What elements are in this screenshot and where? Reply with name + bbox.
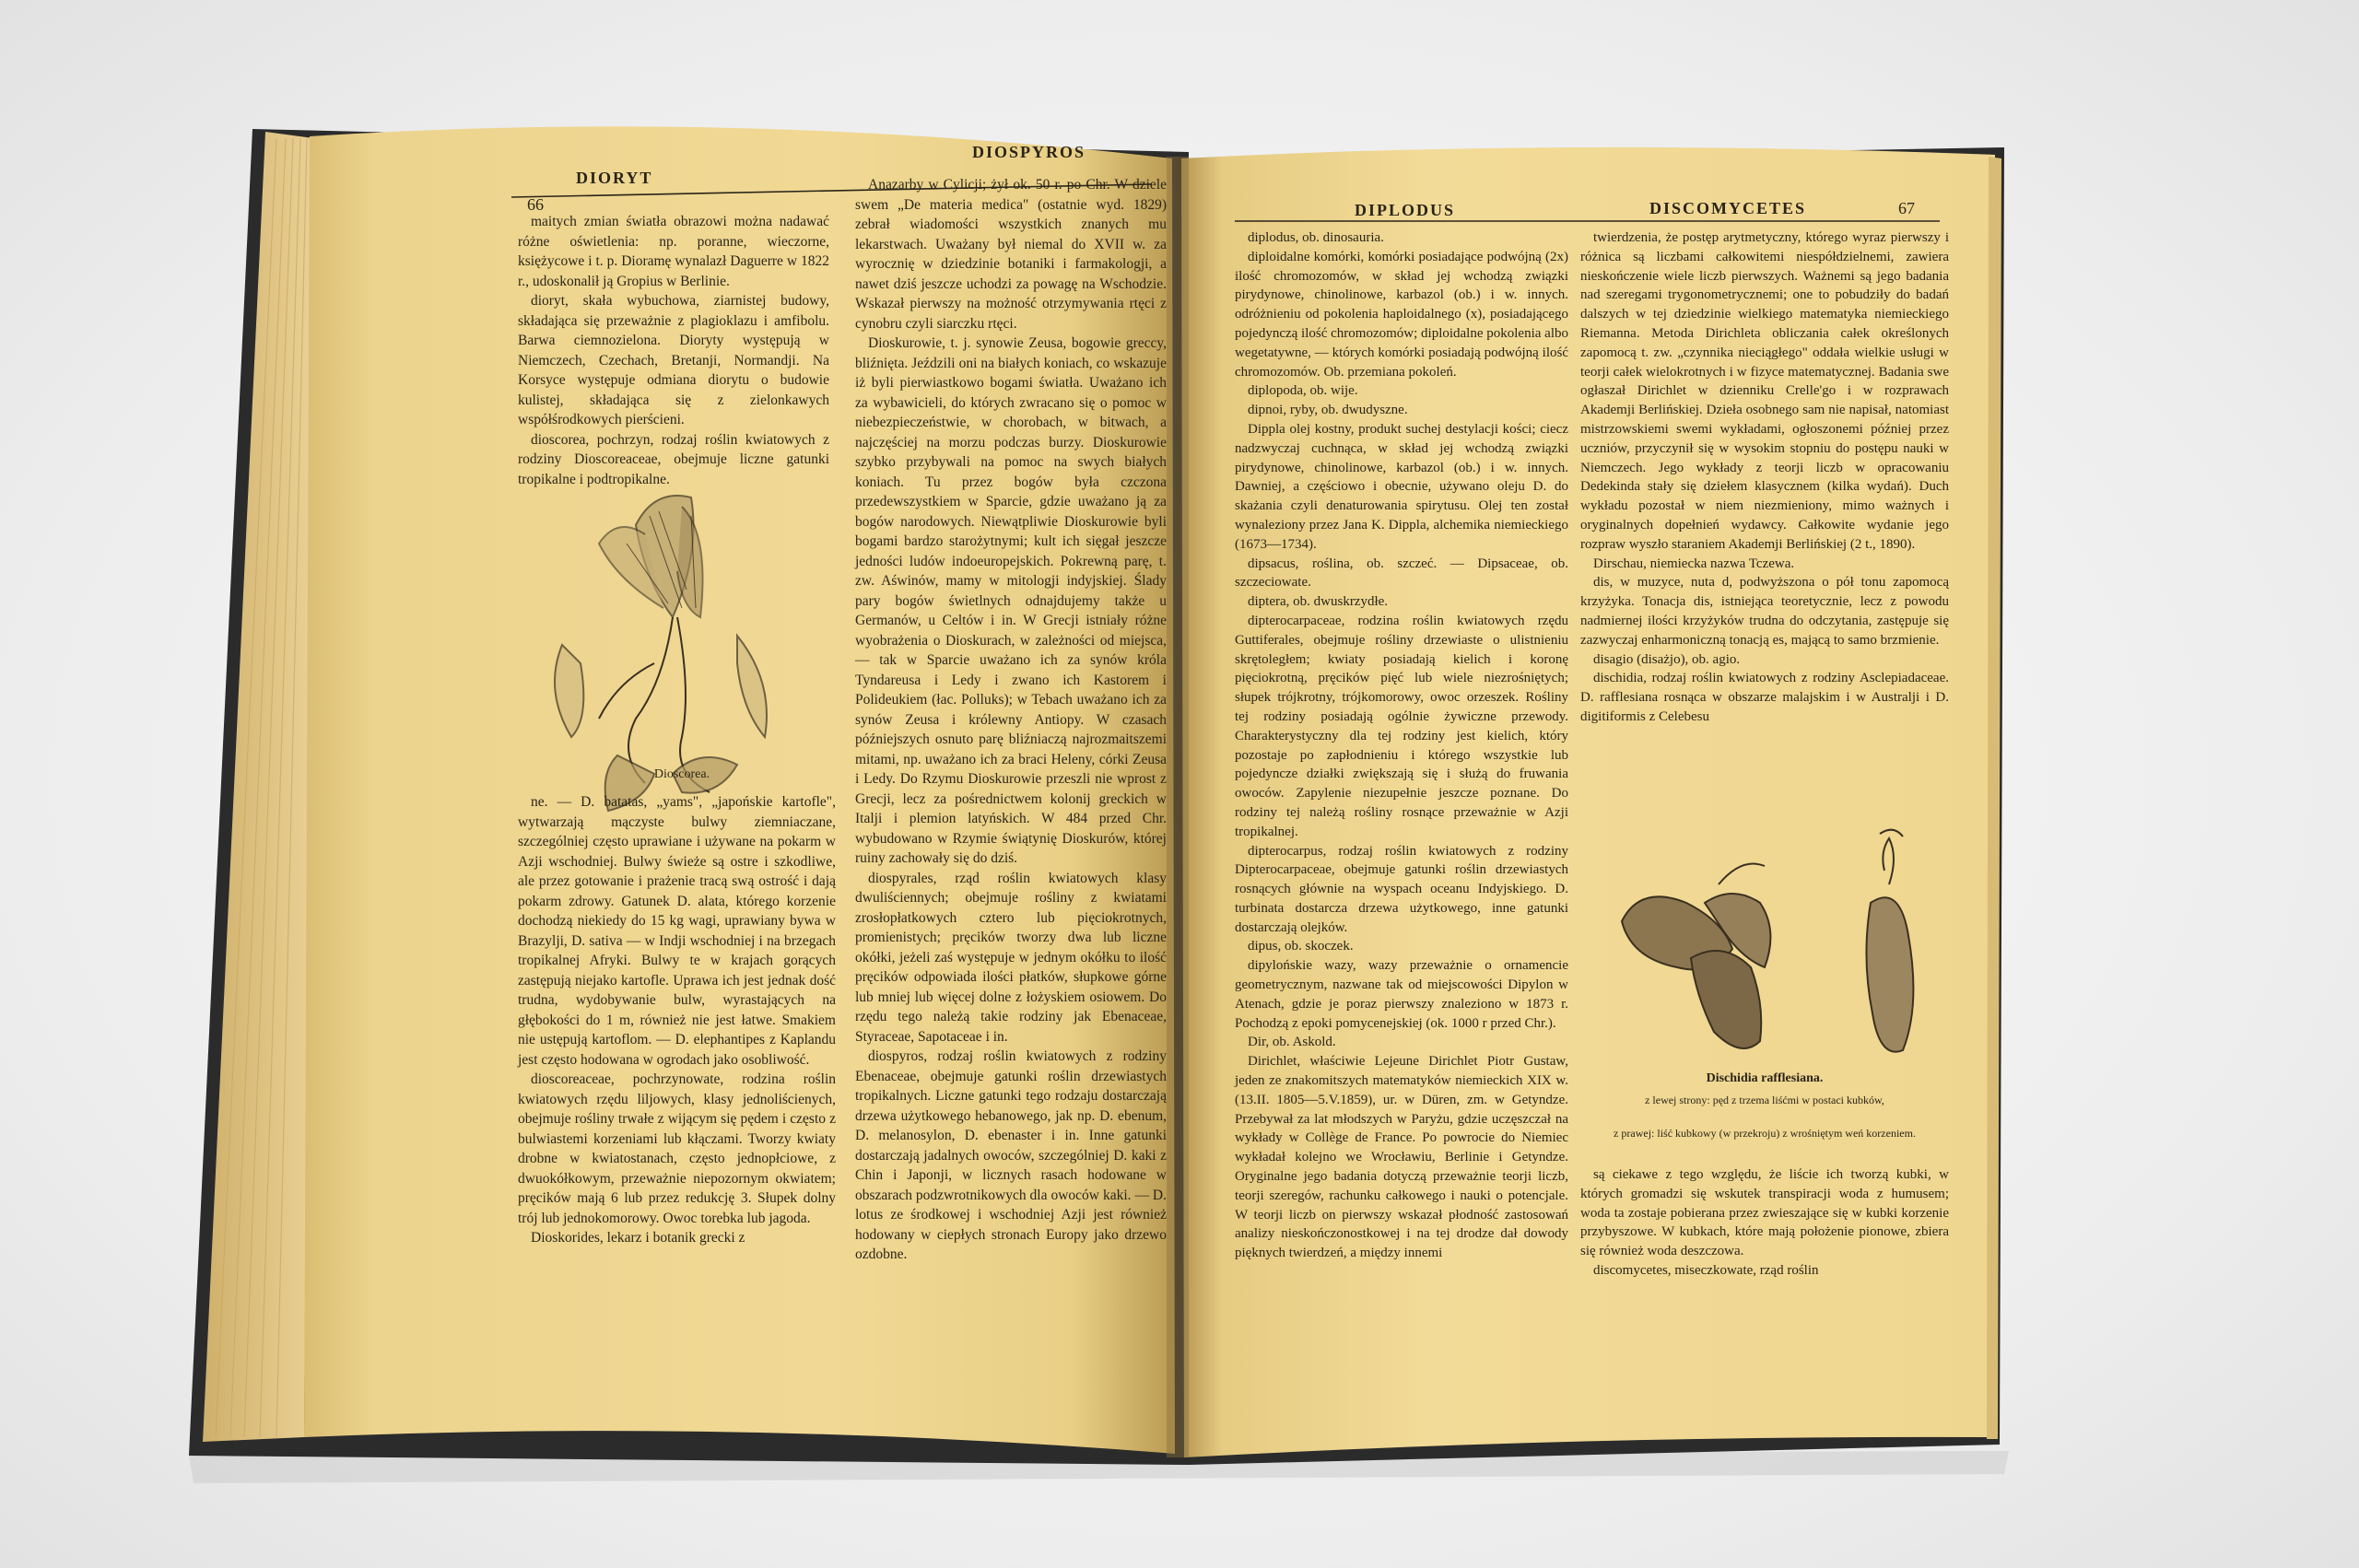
left-header-left: DIORYT (576, 169, 653, 187)
right-col1 (1235, 228, 1568, 1311)
dischidia-caption-right: z prawej: liść kubkowy (w przekroju) z wrośniętym weń korzeniem. (1614, 1127, 1916, 1140)
paragraph: są ciekawe z tego względu, że liście ich tworzą kubki, w których gromadzi się wskutek transpiracji woda z humusem; woda ta zostaje pobierana przez zwieszające się w kubki korzenie przybyszowe. W kubkach, które mają położenie pionowe, zbiera się również woda deszczowa. (1580, 1167, 1949, 1259)
dischidia-caption-left: z lewej strony: pęd z trzema liśćmi w postaci kubków, (1645, 1094, 1884, 1106)
paragraph: Dirichlet, właściwie Lejeune Dirichlet Piotr Gustaw, jeden ze znakomitszych matematyków niemieckich XIX w. (13.II. 1805—5.V.1859), ur. w Düren, zm. w Getyndze. Przebywał za lat młodszych w Paryżu, gdzie uczęszczał na wykłady w Collège de France. Po powrocie do Niemiec wykładał kolejno we Wrocławiu, Berlinie i Getyndze. Oryginalne jego badania dotyczą przeważnie teorji liczb, teorji szeregów, rachunku całkowego i nauki o potencjale. W teorji liczb on pierwszy wskazał płodność zastosowań analizy nieskończonostkowej i na tej drodze dał dowody pięknych twierdzeń, a między innemi (1235, 1054, 1568, 1261)
paragraph: Anazarby w Cylicji; żył ok. 50 r. po Chr. W dziele swem „De materia medica" (ostatnie wyd. 1829) zebrał wiadomości wszystkich znanych mu lekarstwach. Uważany był niemal do XVII w. za wyrocznię w dziedzinie botaniki i farmakologji, a nawet dziś jeszcze uchodzi za powagę na Wschodzie. Wskazał pierwszy na możność otrzymywania rtęci z cynobru czyli siarczku rtęci. (855, 177, 1167, 332)
paragraph: dipus, ob. skoczek. (1248, 939, 1354, 954)
right-header-right: DISCOMYCETES (1649, 199, 1807, 217)
left-col2 (855, 175, 1167, 1299)
dischidia-title: Dischidia rafflesiana. (1706, 1071, 1824, 1085)
left-header-right: DIOSPYROS (972, 143, 1086, 161)
paragraph: Dioskorides, lekarz i botanik grecki z (531, 1230, 745, 1246)
paragraph: dipsacus, roślina, ob. szczeć. — Dipsaceae, ob. szczeciowate. (1235, 556, 1568, 591)
paragraph: Dioskurowie, t. j. synowie Zeusa, bogowie greccy, bliźnięta. Jeździli oni na białych koniach, co wskazuje iż byli pierwiastkowo bogami światła. Uważano ich za wybawicieli, do których zwracano się o pomoc w niebezpieczeństwie, w chorobach, w bitwach, a najczęściej na morzu podczas burzy. Dioskurowie szybko przybywali na pomoc na swych białych koniach. Tu przez bogów była czczona przedewszystkiem w Sparcie, gdzie uważano ją za bogów narodowych. Niewątpliwie Dioskurowie byli bogami bardzo starożytnymi; kult ich sięgał jeszcze jedności ludów indoeuropejskich. Pokrewną parę, t. zw. Aświnów, mamy w mitologji indyjskiej. Ślady pary bogów świetlnych odnajdujemy także u Germanów, u Celtów i in. W Grecji istniały różne wyobrażenia o Dioskurach, w zależności od miejsca, — tak w Sparcie uważano ich za synów króla Tyndareusa i Ledy i zwano ich Kastorem i Polideukiem (łac. Polluks); w Tebach uważano ich za synów Zeusa i królewny Antiopy. W czasach późniejszych osnuto parę bliźniaczą najrozmaitszemi mitami, np. uważano ich za braci Heleny, córki Zeusa i Ledy. Do Rzymu Dioskurowie przeszli nie wprost z Grecji, lecz za pośrednictwem kolonij greckich w Italji i plemion latyńskich. W 484 przed Chr. wybudowano w Rzymie świątynię Dioskurów, której ruiny zachowały się do dziś. (855, 335, 1167, 866)
paragraph: dipterocarpaceae, rodzina roślin kwiatowych rzędu Guttiferales, obejmuje rośliny drzewiaste o ulistnieniu skrętoległem; kwiaty posiadają kielich i koronę pięciokrotną, pręcików pięć lub wiele niezrośniętych; słupek trójkrotny, trójkomorowy, owoc orzeszek. Rośliny tej rodziny posiadają ogólnie żywiczne przewody. Charakterystyczny dla tej rodziny jest kielich, który pozostaje po zapłodnieniu i którego wszystkie lub pojedyncze działki zwiększają się i służą do fruwania owoców. Zapylenie niezupełnie jeszcze poznane. Do rodziny tej należą rośliny rosnące przeważnie w Azji tropikalnej. (1235, 613, 1568, 839)
paragraph: dischidia, rodzaj roślin kwiatowych z rodziny Asclepiadaceae. D. rafflesiana rosnąca w obszarze malajskim i w Australji i D. digitiformis z Celebesu (1580, 671, 1949, 724)
paragraph: diospyrales, rząd roślin kwiatowych klasy dwuliściennych; obejmuje rośliny z kwiatami zrosłopłatkowych cztero lub pięciokrotnych, promienistych; pręcików tworzy dwa lub liczne okółki, jeżeli zaś występuje w jednym okółku to ilość pręcików odpowiada ilości płatków, słupkowe górne lub mniej lub więcej dolne z łożyskiem osiowem. Do rzędu tego należą takie rodziny jak Ebenaceae, Styraceae, Sapotaceae i in. (855, 870, 1167, 1045)
paragraph: dipterocarpus, rodzaj roślin kwiatowych z rodziny Dipterocarpaceae, obejmuje gatunki roślin drzewiastych rosnących głównie na wyspach oceanu Indyjskiego. D. turbinata dostarcza drzewa użytkowego, inne gatunki dostarczają olejków. (1235, 843, 1568, 935)
right-header-left: DIPLODUS (1355, 201, 1456, 219)
paragraph: ne. — D. batatas, „yams", „japońskie kartofle", wytwarzają mączyste bulwy ziemniaczane, szczególniej często uprawiane i używane na pokarm w Azji wschodniej. Bulwy świeże są ostre i szkodliwe, ale przez gotowanie i prażenie tracą swą ostrość i dają pokarm zdrowy. Gatunek D. alata, którego korzenie dochodzą niekiedy do 15 kg wagi, uprawiany bywa w Brazylji, D. sativa — w Indji wschodniej i na brzegach tropikalnej Afryki. Bulwy te w krajach gorących zastępują niejako kartofle. Uprawa ich jest jednak dość trudna, wydobywanie bulw, wyrastających na głębokości do 1 m, również nie jest łatwe. Smakiem nie ustępują kartoflom. — D. elephantipes z Kaplandu jest często hodowana w ogrodach jako osobliwość. (518, 794, 836, 1068)
paragraph: twierdzenia, że postęp arytmetyczny, którego wyraz pierwszy i różnica są liczbami całkowitemi niespółdzielnemi, zawiera nieskończenie wiele liczb pierwszych. Ważnemi są jego badania nad szeregami trygonometrycznemi; one to pobudziły do badań dalszych w tej dziedzinie wielkiego matematyka niemieckiego Riemanna. Metoda Dirichleta obliczania całek określonych zapomocą t. zw. „czynnika nieciągłego" oddała wielkie usługi w teorji całek wielokrotnych i w fizyce matematycznej. Badania swe ogłaszał Dirichlet w dzienniku Crelle'go i w rozprawach Akademji Berlińskiej. Dzieła osobnego sam nie napisał, natomiast mistrzowskiemi swemi wykładami, ogłoszonemi później przez uczniów, przyczynił się w wysokim stopniu do postępu nauki w Niemczech. Jego wykłady z teorji liczb w opracowaniu Dedekinda stały się dziełem klasycznem (kilka wydań). Duch wykładu pozostał w niem niezmieniony, mimo ważnych i oryginalnych dopełnień wydawcy. Całkowite wydanie jego rozpraw wyszło staraniem Akademji Berlińskiej (2 t., 1890). (1580, 230, 1949, 552)
paragraph: dioscorea, pochrzyn, rodzaj roślin kwiatowych z rodziny Dioscoreaceae, obejmuje liczne gatunki tropikalne i podtropikalne. (518, 431, 829, 487)
paragraph: dioryt, skała wybuchowa, ziarnistej budowy, składająca się przeważnie z plagioklazu i amfibolu. Barwa ciemnozielona. Dioryty występują w Niemczech, Czechach, Bretanji, Normandji. Na Korsyce występuje odmiana diorytu o budowie kulistej, składająca się z zielonkawych współśrodkowych pierścieni. (518, 293, 829, 427)
paragraph: dis, w muzyce, nuta d, podwyższona o pół tonu zapomocą krzyżyka. Tonacja dis, istniejąca teoretycznie, lecz z powodu nadmiernej ilości krzyżyków trudna do odczytania, zastępuje się zazwyczaj enharmoniczną tonacją es, mającą to samo brzmienie. (1580, 575, 1949, 648)
right-col2-top (1580, 228, 1949, 837)
paragraph: maitych zmian światła obrazowi można nadawać różne oświetlenia: np. poranne, wieczorne, księżycowe i t. p. Dioramę wynalazł Daguerre w 1822 r., udoskonalił ją Gropius w Berlinie. (518, 214, 829, 289)
paragraph: disagio (disażjo), ob. agio. (1593, 651, 1741, 667)
paragraph: diplopoda, ob. wije. (1248, 383, 1358, 399)
paragraph: diptera, ob. dwuskrzydłe. (1248, 594, 1389, 610)
paragraph: Dir, ob. Askold. (1248, 1035, 1336, 1050)
right-col2-bottom (1580, 1165, 1949, 1313)
paragraph: dipnoi, ryby, ob. dwudyszne. (1248, 403, 1408, 418)
paragraph: dioscoreaceae, pochrzynowate, rodzina roślin kwiatowych rzędu liljowych, klasy jednoliścienych, obejmuje rośliny trwałe z wijącym się pędem i często z bulwiastemi korzeniami lub kłączami. Tworzy kwiaty drobne w kwiatostanach, często jednopłciowe, z dwuokółkowym, przeważnie niepozornym okwiatem; pręcików mają 6 lub przez redukcję 3. Słupek dolny trój lub jednokomorowy. Owoc torebka lub jagoda. (518, 1071, 836, 1226)
left-col1-top (518, 212, 829, 487)
right-page-number: 67 (1898, 199, 1915, 217)
paragraph: dipylońskie wazy, wazy przeważnie o ornamencie geometrycznym, nazwane tak od miejscowości Dipylon w Atenach, gdzie je poraz pierwszy znaleziono w 1873 r. Pochodzą z epoki pomycenejskiej (ok. 1000 r przed Chr.). (1235, 958, 1568, 1031)
paragraph: Dippla olej kostny, produkt suchej destylacji kości; ciecz nadzwyczaj cuchnąca, w skład jej wchodzą związki pirydynowe, chinolinowe, karbazol (ob.) i w. innych. Dawniej, a częściowo i obecnie, używano oleju D. do skażania czyli denaturowania spirytusu. Olej ten został wynaleziony przez Jana K. Dippla, alchemika niemieckiego (1673—1734). (1235, 421, 1568, 552)
paragraph: Dirschau, niemiecka nazwa Tczewa. (1593, 556, 1795, 571)
dioscorea-caption: Dioscorea. (653, 767, 710, 781)
paragraph: discomycetes, miseczkowate, rząd roślin (1593, 1262, 1819, 1278)
left-col1-bottom (518, 792, 836, 1276)
left-page-number: 66 (527, 195, 544, 214)
paragraph: diplodus, ob. dinosauria. (1248, 230, 1384, 245)
paragraph: diploidalne komórki, komórki posiadające podwójną (2x) ilość chromozomów, w skład jej wchodzą związki pirydynowe, chinolinowe, karbazol (ob.) i w. innych. odróżnieniu od pokolenia haploidalnego (x), posiadającego pojedynczą ilość chromozomów; diploidalne pokolenia albo wegetatywne, — których komórki posiadają podwójną ilość chromozomów. Ob. przemiana pokoleń. (1235, 249, 1568, 380)
paragraph: diospyros, rodzaj roślin kwiatowych z rodziny Ebenaceae, obejmuje gatunki roślin drzewiastych tropikalnych. Liczne gatunki tego rodzaju dostarczają drzewa użytkowego hebanowego, jak np. D. ebenum, D. melanosylon, D. ebenaster i in. Inne gatunki dostarczają jadalnych owoców, szczególniej D. kaki z Chin i Japonji, w licznych rasach hodowane w obszarach podzwrotnikowych dla owoców kaki. — D. lotus ze środkowej i wschodniej Azji jest również hodowany w ciepłych stronach Europy jako drzewo ozdobne. (855, 1048, 1167, 1262)
